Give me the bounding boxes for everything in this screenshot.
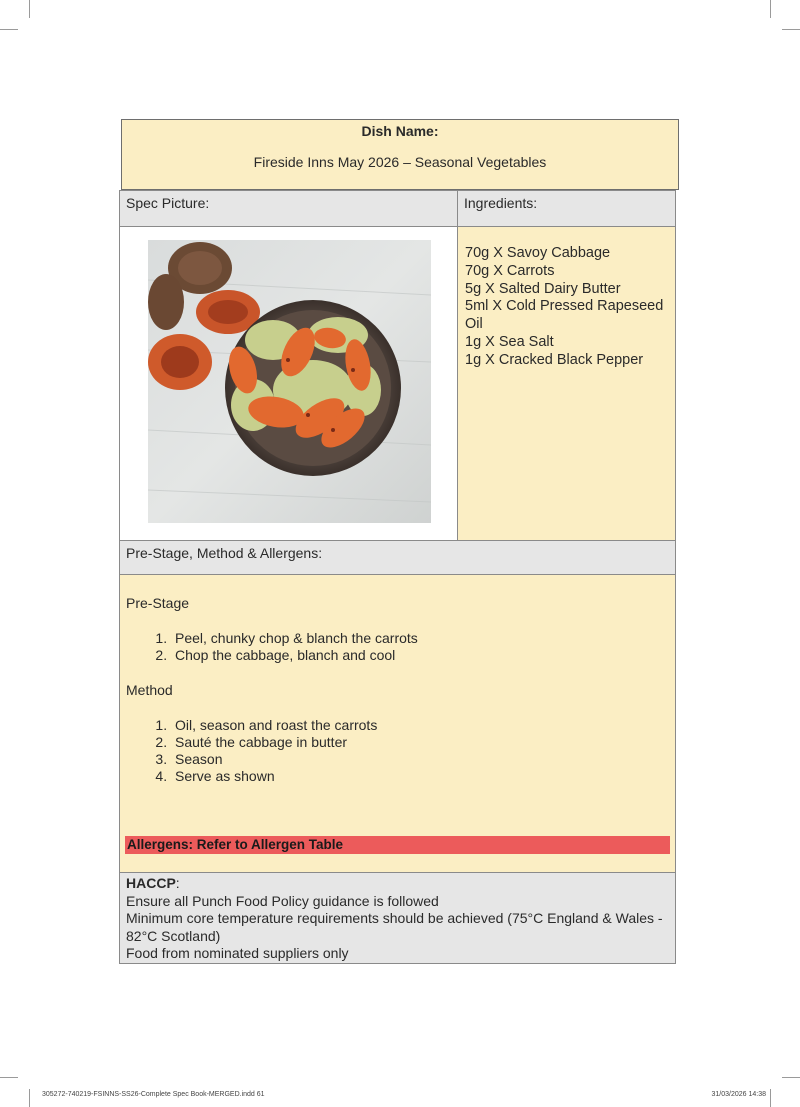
spec-picture-cell <box>119 226 458 541</box>
ingredients-label: Ingredients: <box>464 195 538 211</box>
ingredients-header <box>457 190 676 227</box>
crop-mark <box>29 1089 30 1107</box>
haccp-colon: : <box>175 875 180 891</box>
dish-photo <box>148 240 431 523</box>
haccp-content <box>126 875 667 963</box>
prestage-step: 2. Chop the cabbage, blanch and cool <box>171 647 418 664</box>
crop-mark <box>770 1089 771 1107</box>
method-step: 3. Season <box>171 751 377 768</box>
method-header-label: Pre-Stage, Method & Allergens: <box>126 545 323 561</box>
prestage-steps <box>126 630 418 664</box>
spec-picture-header <box>119 190 458 227</box>
haccp-title: HACCP <box>126 875 176 891</box>
dish-photo-image <box>148 240 431 523</box>
method-step: 4. Serve as shown <box>171 768 377 785</box>
haccp-line: Minimum core temperature requirements should be achieved (75°C England & Wales - 82°C Scotland) <box>126 910 663 944</box>
crop-mark <box>782 1077 800 1078</box>
crop-mark <box>29 0 30 18</box>
method-steps <box>126 717 377 785</box>
method-heading: Method <box>126 682 173 698</box>
dish-name-box <box>121 119 679 190</box>
dish-name-value: Fireside Inns May 2026 – Seasonal Vegetables <box>253 154 547 170</box>
crop-mark <box>0 1077 18 1078</box>
prestage-heading: Pre-Stage <box>126 595 190 611</box>
prestage-step: 1. Peel, chunky chop & blanch the carrots <box>171 630 418 647</box>
ingredient-item: 1g X Sea Salt <box>465 333 554 350</box>
dish-name-label: Dish Name: <box>361 123 439 139</box>
crop-mark <box>770 0 771 18</box>
footer-date: 31/03/2026 14:38 <box>711 1091 766 1098</box>
allergens-banner: Allergens: Refer to Allergen Table <box>125 836 670 854</box>
ingredient-item: 5ml X Cold Pressed Rapeseed Oil <box>465 298 664 333</box>
ingredient-item: 70g X Savoy Cabbage <box>465 245 611 261</box>
ingredient-item: 1g X Cracked Black Pepper <box>465 351 644 368</box>
crop-mark <box>0 29 18 30</box>
method-step: 2. Sauté the cabbage in butter <box>171 734 377 751</box>
spec-picture-label: Spec Picture: <box>126 195 210 211</box>
haccp-line: Ensure all Punch Food Policy guidance is followed <box>126 892 439 909</box>
method-step: 1. Oil, season and roast the carrots <box>171 717 377 734</box>
ingredients-cell <box>457 226 676 541</box>
haccp-line: Food from nominated suppliers only <box>126 945 349 961</box>
crop-mark <box>782 29 800 30</box>
ingredient-item: 70g X Carrots <box>465 262 555 279</box>
haccp-cell <box>119 872 676 964</box>
ingredient-item: 5g X Salted Dairy Butter <box>465 280 621 297</box>
footer-file: 305272-740219-FSINNS-SS26-Complete Spec Book-MERGED.indd 61 <box>42 1091 265 1098</box>
method-cell <box>119 574 676 873</box>
ingredients-list <box>465 245 669 370</box>
method-header <box>119 540 676 575</box>
